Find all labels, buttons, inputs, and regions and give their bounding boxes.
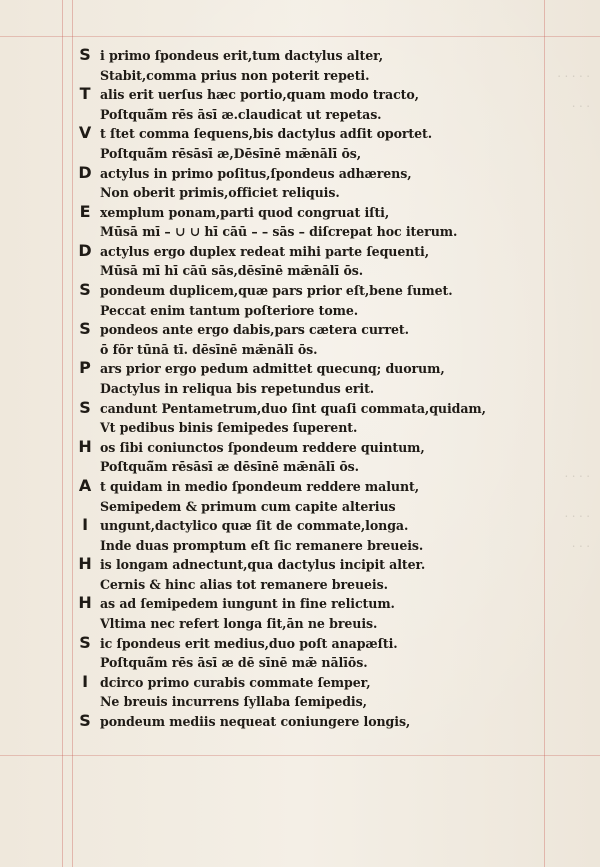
verse-initial-letter: H	[78, 593, 92, 613]
verse-initial-letter: A	[78, 475, 92, 495]
margin-rule-inner	[72, 0, 73, 867]
verse-line-text: pondeos ante ergo dabis,pars cætera curret.	[100, 322, 409, 338]
verse-line	[78, 263, 548, 278]
verse-line-text: Vltima nec refert longa ſit,ān ne breuis.	[100, 616, 378, 632]
verse-line-text: os ſibi coniunctos ſpondeum reddere quintum,	[100, 439, 425, 455]
margin-rule-top	[0, 36, 600, 37]
verse-initial-letter: T	[79, 84, 91, 104]
verse-line-text: actylus in primo poſitus,ſpondeus adhærens,	[100, 165, 412, 181]
verse-line-text: Stabit,comma prius non poterit repeti.	[100, 67, 370, 83]
verse-line	[78, 240, 548, 260]
verse-initial-letter: S	[79, 319, 91, 339]
verse-line-text: Dactylus in reliqua bis repetundus erit.	[100, 381, 375, 396]
verse-line	[78, 45, 548, 64]
verse-line-text: Ne breuis incurrens ſyllaba ſemipedis,	[100, 694, 367, 710]
verse-initial-letter: H	[78, 436, 92, 456]
verse-line-text: Poſtquā̃m rēsāsī æ,Dēsīnē mǣnālī ōs,	[100, 145, 362, 161]
verse-line-text: is longam adnectunt,qua dactylus incipit alter.	[100, 557, 426, 573]
verse-line	[78, 162, 548, 182]
verse-initial-letter: V	[78, 123, 92, 143]
verse-line-text: Poſtquā̃m rēs āsī æ.claudicat ut repetas.	[100, 106, 382, 122]
bleed-through-text: ⋅ ⋅ ⋅ ⋅	[564, 510, 590, 523]
verse-line	[78, 577, 548, 592]
verse-initial-letter: S	[79, 280, 91, 300]
verse-line	[78, 84, 548, 104]
verse-initial-letter: D	[78, 162, 92, 182]
verse-line-text: Semipedem & primum cum capite alterius	[100, 498, 396, 514]
verse-line	[78, 224, 548, 239]
verse-initial-letter: I	[82, 515, 88, 535]
verse-initial-letter: H	[78, 554, 92, 574]
verse-line	[78, 459, 548, 474]
verse-line	[78, 515, 548, 535]
verse-line	[78, 593, 548, 613]
verse-line-text: dcirco primo curabis commate ſemper,	[100, 674, 371, 690]
verse-line-text: alis erit uerſus hæc portio,quam modo tracto,	[100, 87, 419, 103]
margin-rule-bottom	[0, 755, 600, 756]
verse-line	[78, 671, 548, 691]
verse-initial-letter: S	[79, 45, 91, 64]
bleed-through-text: ⋅ ⋅ ⋅ ⋅ ⋅	[557, 70, 590, 83]
verse-line	[78, 632, 548, 652]
verse-line-text: ungunt,dactylico quæ ſit de commate,longa.	[100, 518, 409, 534]
verse-line-text: xemplum ponam,parti quod congruat iſti,	[100, 204, 390, 220]
verse-line	[78, 381, 548, 396]
verse-line-text: ō fōr tūnā tī. dēsīnē mǣnālī ōs.	[100, 341, 318, 357]
verse-line	[78, 319, 548, 339]
bleed-through-text: ⋅ ⋅ ⋅ ⋅	[564, 470, 590, 483]
verse-line-text: Poſtquā̃m rēs āsī æ dē sīnē mǣ nālīōs.	[100, 655, 368, 671]
verse-initial-letter: P	[79, 358, 91, 378]
verse-line	[78, 201, 548, 221]
verse-line	[78, 68, 548, 83]
verse-line-text: candunt Pentametrum,duo ſint quaſi commata,quidam,	[100, 400, 486, 416]
verse-initial-letter: I	[82, 671, 88, 691]
verse-line	[78, 538, 548, 553]
verse-line-text: as ad ſemipedem iungunt in fine relictum.	[100, 596, 395, 612]
verse-line-text: pondeum duplicem,quæ pars prior eſt,bene ſumet.	[100, 283, 453, 299]
verse-line	[78, 107, 548, 122]
verse-initial-letter: S	[79, 397, 91, 417]
verse-line	[78, 342, 548, 357]
verse-line	[78, 475, 548, 495]
verse-line	[78, 146, 548, 161]
verse-line-text: pondeum mediis nequeat coniungere longis,	[100, 714, 411, 729]
verse-line-text: actylus ergo duplex redeat mihi parte ſequenti,	[100, 243, 429, 259]
verse-line	[78, 358, 548, 378]
verse-initial-letter: S	[79, 711, 91, 730]
verse-initial-letter: S	[79, 632, 91, 652]
verse-line	[78, 554, 548, 574]
verse-line	[78, 711, 548, 730]
margin-rule-left	[62, 0, 63, 867]
verse-line-text: Vt pedibus binis ſemipedes ſuperent.	[100, 420, 358, 436]
verse-line	[78, 655, 548, 670]
bleed-through-text: ⋅ ⋅ ⋅	[571, 540, 590, 553]
verse-line-text: ars prior ergo pedum admittet quecunq; duorum,	[100, 361, 445, 377]
verse-line	[78, 123, 548, 143]
verse-line	[78, 420, 548, 435]
verse-initial-letter: D	[78, 240, 92, 260]
verse-line	[78, 185, 548, 200]
verse-line-text: Non oberit primis,officiet reliquis.	[100, 185, 340, 201]
verse-line-text: Mūsā mī hī cāū sās,dēsīnē mǣnālī ōs.	[100, 263, 364, 279]
verse-line	[78, 694, 548, 709]
verse-line	[78, 397, 548, 417]
verse-line	[78, 303, 548, 318]
verse-line-text: Peccat enim tantum poſteriore tome.	[100, 302, 359, 318]
verse-line-text: Inde duas promptum eſt ſic remanere breueis.	[100, 537, 424, 553]
verse-line	[78, 280, 548, 300]
verse-line-text: t ſtet comma ſequens,bis dactylus adſit oportet.	[100, 126, 433, 142]
bleed-through-text: ⋅ ⋅ ⋅	[571, 100, 590, 113]
verse-line	[78, 616, 548, 631]
verse-line	[78, 499, 548, 514]
verse-line-text: i primo ſpondeus erit,tum dactylus alter,	[100, 48, 384, 63]
verse-line	[78, 436, 548, 456]
verse-line-text: Poſtquā̃m rēsāsī æ dēsīnē mǣnālī ōs.	[100, 459, 359, 475]
verse-initial-letter: E	[79, 201, 91, 221]
verse-line-text: Cernis & hinc alias tot remanere breueis.	[100, 576, 388, 592]
verse-line-text: Mūsā mī – ∪ ∪ hī cāū – – sās – diſcrepat hoc iterum.	[100, 224, 458, 240]
verse-line-text: ic ſpondeus erit medius,duo poſt anapæſti.	[100, 635, 398, 651]
verse-line-text: t quidam in medio ſpondeum reddere malunt,	[100, 478, 420, 494]
